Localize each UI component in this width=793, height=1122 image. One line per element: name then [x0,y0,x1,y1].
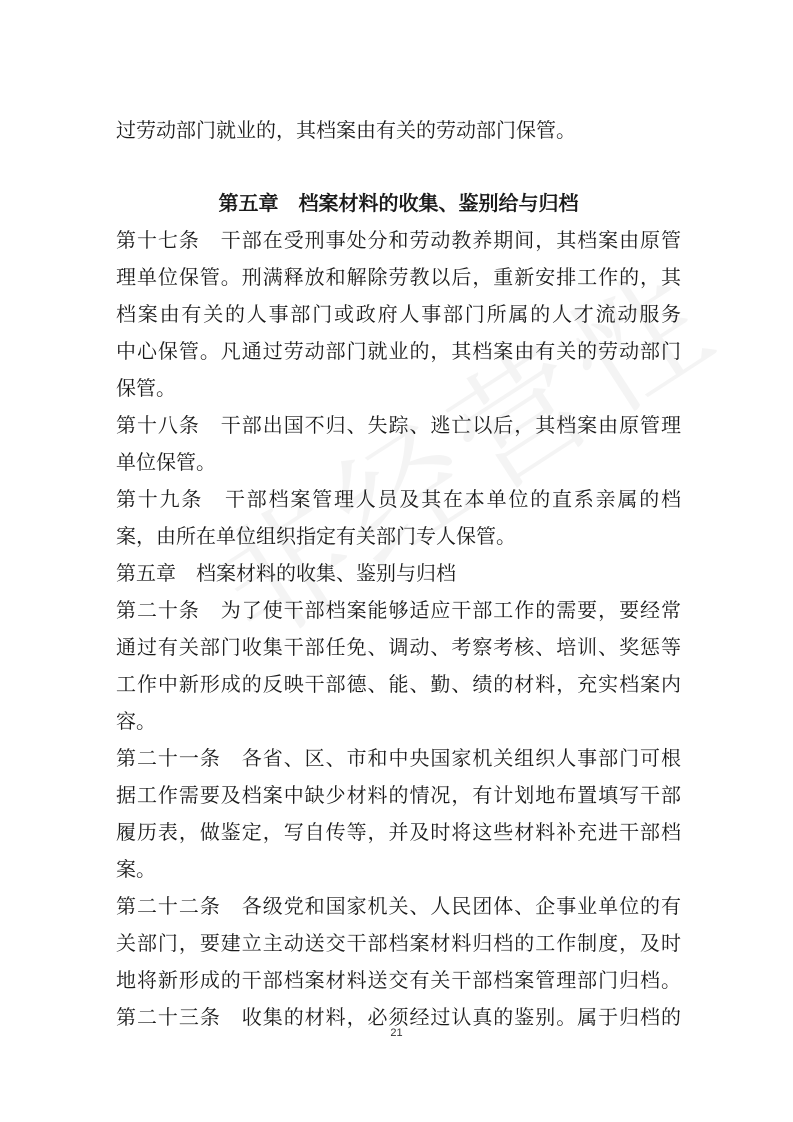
body-text [116,112,681,1036]
text-line: 理单位保管。刑满释放和解除劳教以后，重新安排工作的，其 [116,265,681,289]
text-line: 单位保管。 [116,450,216,474]
text-line: 案，由所在单位组织指定有关部门专人保管。 [116,524,516,548]
article-21-line: 第二十一条 各省、区、市和中央国家机关组织人事部门可根 [116,746,681,770]
text-line: 工作中新形成的反映干部德、能、勤、绩的材料，充实档案内 [116,672,681,696]
text-line: 档案由有关的人事部门或政府人事部门所属的人才流动服务 [116,302,681,326]
page-number: 21 [390,1027,403,1039]
text-line: 案。 [116,857,156,881]
text-line: 保管。 [116,376,176,400]
chapter-subheading: 第五章 档案材料的收集、鉴别与归档 [116,561,456,585]
article-20-line: 第二十条 为了使干部档案能够适应干部工作的需要，要经常 [116,598,681,622]
text-line: 容。 [116,709,156,733]
text-line: 关部门，要建立主动送交干部档案材料归档的工作制度，及时 [116,931,681,955]
article-18-line: 第十八条 干部出国不归、失踪、逃亡以后，其档案由原管理 [116,413,681,437]
text-line: 据工作需要及档案中缺少材料的情况，有计划地布置填写干部 [116,783,681,807]
article-19-line: 第十九条 干部档案管理人员及其在本单位的直系亲属的档 [116,487,681,511]
chapter-heading: 第五章 档案材料的收集、鉴别给与归档 [218,191,579,215]
text-line: 过劳动部门就业的，其档案由有关的劳动部门保管。 [116,118,576,142]
text-line: 履历表，做鉴定，写自传等，并及时将这些材料补充进干部档 [116,820,681,844]
text-line: 地将新形成的干部档案材料送交有关干部档案管理部门归档。 [116,968,681,992]
article-17-line: 第十七条 干部在受刑事处分和劳动教养期间，其档案由原管 [116,228,681,252]
article-23-line: 第二十三条 收集的材料，必须经过认真的鉴别。属于归档的 [116,1005,681,1029]
article-22-line: 第二十二条 各级党和国家机关、人民团体、企事业单位的有 [116,894,681,918]
paragraph-spacer [116,149,681,185]
text-line: 中心保管。凡通过劳动部门就业的，其档案由有关的劳动部门 [116,339,681,363]
text-line: 通过有关部门收集干部任免、调动、考察考核、培训、奖惩等 [116,635,681,659]
